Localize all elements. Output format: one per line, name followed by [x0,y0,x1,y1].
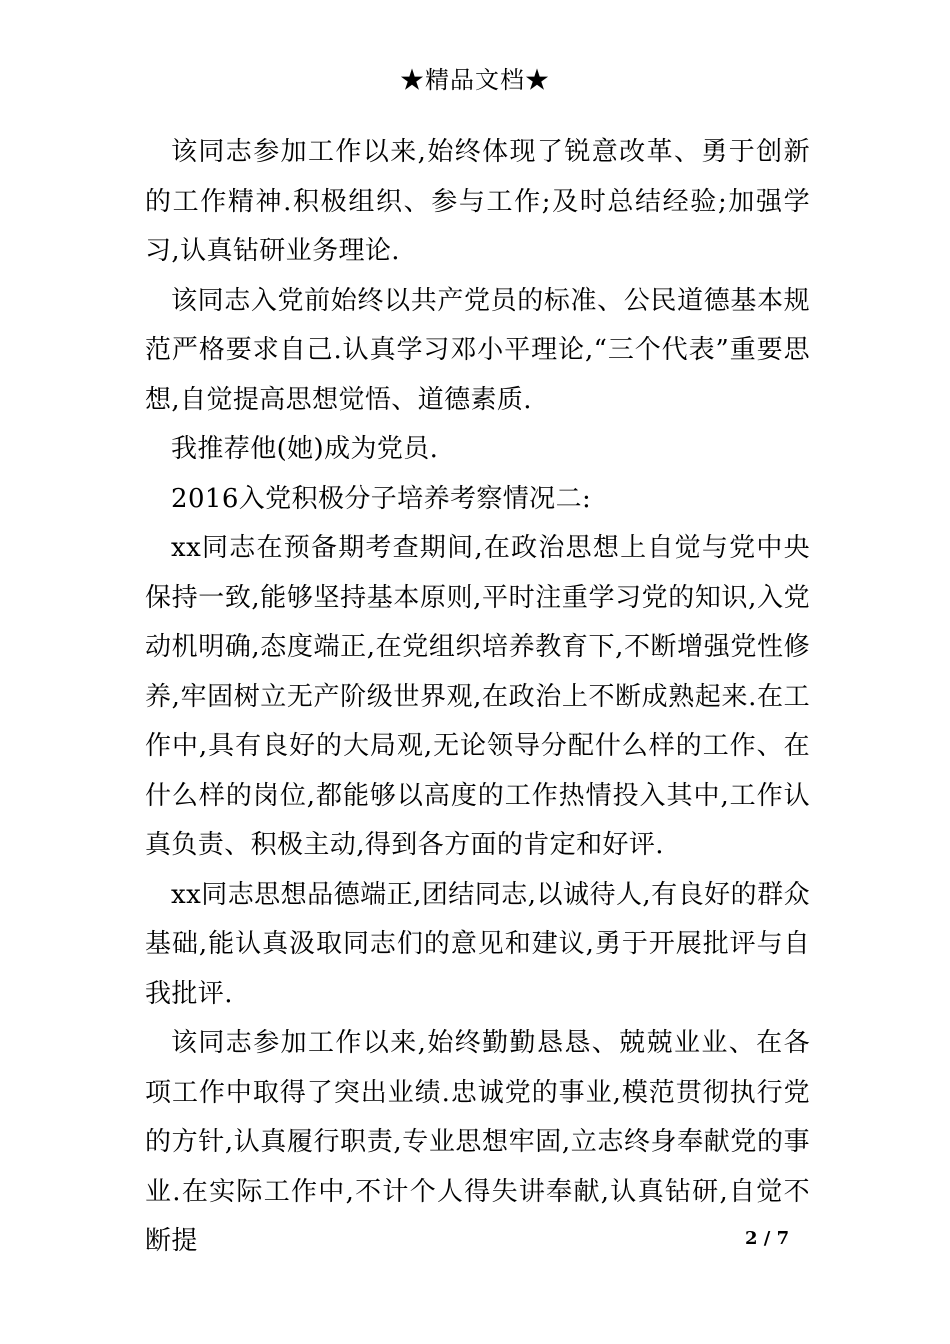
page-number: 2 / 7 [745,1228,790,1249]
paragraph: 我推荐他(她)成为党员. [171,434,439,464]
section-heading: 2016入党积极分子培养考察情况二: [171,483,592,514]
paragraph: 该同志入党前始终以共产党员的标准、公民道德基本规范严格要求自己.认真学习邓小平理论,“三个代表”重要思想,自觉提高思想觉悟、道德素质. [145,285,810,415]
paragraph: xx同志在预备期考查期间,在政治思想上自觉与党中央保持一致,能够坚持基本原则,平时注重学习党的知识,入党动机明确,态度端正,在党组织培养教育下,不断增强党性修养,牢固树立无产阶级世界观,在政治上不断成熟起来.在工作中,具有良好的大局观,无论领导分配什么样的工作、在什么样的岗位,都能够以高度的工作热情投入其中,工作认真负责、积极主动,得到各方面的肯定和好评. [145,533,810,860]
paragraph: xx同志思想品德端正,团结同志,以诚待人,有良好的群众基础,能认真汲取同志们的意见和建议,勇于开展批评与自我批评. [145,879,810,1009]
document-header: ★精品文档★ [400,66,550,94]
paragraph: 该同志参加工作以来,始终勤勤恳恳、兢兢业业、在各项工作中取得了突出业绩.忠诚党的事业,模范贯彻执行党的方针,认真履行职责,专业思想牢固,立志终身奉献党的事业.在实际工作中,不计个人得失讲奉献,认真钻研,自觉不断提 [145,1028,810,1256]
paragraph: 该同志参加工作以来,始终体现了锐意改革、勇于创新的工作精神.积极组织、参与工作;及时总结经验;加强学习,认真钻研业务理论. [145,137,810,266]
document-body [145,128,810,1267]
